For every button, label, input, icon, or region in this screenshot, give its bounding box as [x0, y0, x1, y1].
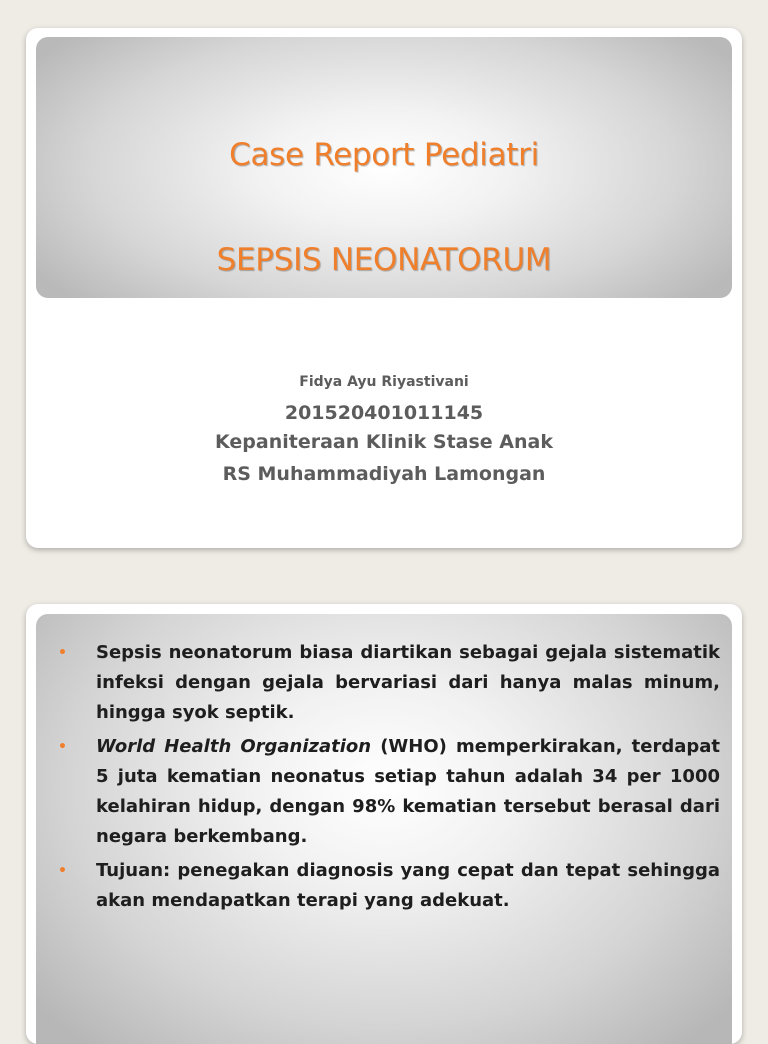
student-id: 201520401011145: [284, 402, 484, 424]
bullet-dot-icon: •: [58, 863, 67, 879]
title-slide: [26, 28, 742, 548]
bullet-dot-icon: •: [58, 645, 67, 661]
bullet-list: [58, 638, 720, 920]
content-slide: [26, 604, 742, 1044]
bullet-item: [58, 856, 720, 916]
slide-title-line-2: SEPSIS NEONATORUM: [216, 242, 552, 278]
bullet-text: Tujuan: penegakan diagnosis yang cepat dan tepat sehingga akan mendapatkan terapi yang adekuat.: [96, 860, 720, 911]
program-name: Kepaniteraan Klinik Stase Anak: [215, 431, 553, 453]
bullet-dot-icon: •: [58, 739, 67, 755]
bullet-text: Sepsis neonatorum biasa diartikan sebagai gejala sistematik infeksi dengan gejala bervariasi dari hanya malas minum, hingga syok septik.: [96, 642, 720, 723]
author-name: Fidya Ayu Riyastivani: [299, 374, 469, 390]
content-panel: [36, 614, 732, 1044]
bullet-text: (WHO) memperkirakan, terdapat 5 juta kematian neonatus setiap tahun adalah 34 per 1000 kelahiran hidup, dengan 98% kematian tersebut berasal dari negara berkembang.: [96, 736, 720, 847]
hospital-name: RS Muhammadiyah Lamongan: [222, 463, 546, 485]
bullet-italic-text: World Health Organization: [96, 736, 372, 757]
bullet-item: [58, 638, 720, 728]
slide-title-line-1: Case Report Pediatri: [229, 137, 539, 173]
title-banner: [36, 37, 732, 298]
bullet-item: [58, 732, 720, 852]
